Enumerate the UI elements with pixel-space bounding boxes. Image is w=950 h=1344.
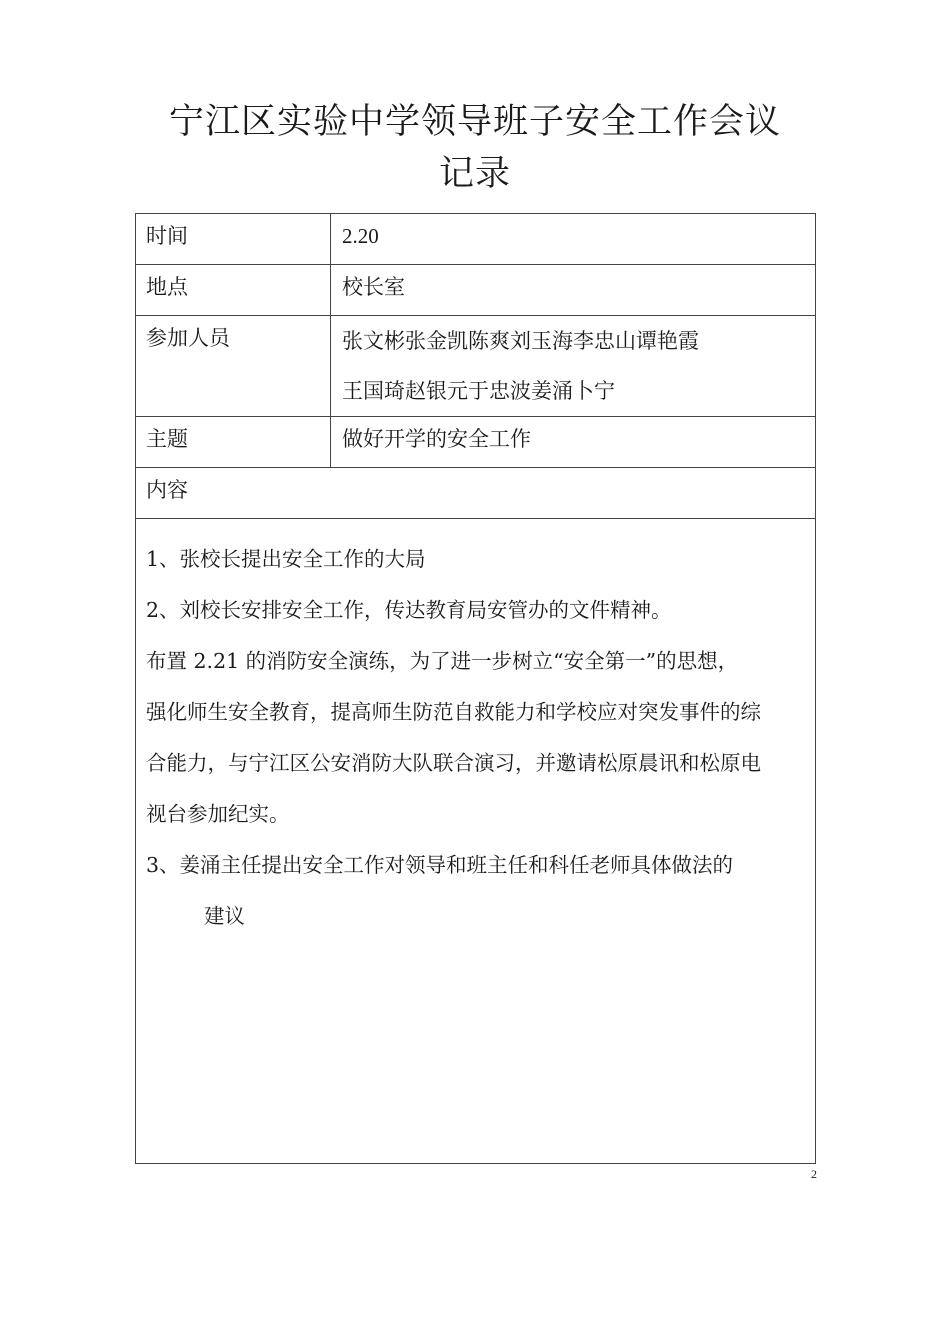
time-row	[136, 214, 815, 265]
topic-label: 主题	[136, 417, 331, 467]
content-body	[136, 519, 815, 942]
content-line: 建议	[204, 904, 245, 928]
meeting-record-table	[135, 213, 816, 1164]
place-row	[136, 265, 815, 316]
content-line: 视台参加纪实。	[146, 802, 290, 826]
content-line: 合能力，与宁江区公安消防大队联合演习，并邀请松原晨讯和松原电	[146, 751, 761, 775]
content-line: 1、张校长提出安全工作的大局	[146, 547, 426, 571]
time-value: 2.20	[342, 224, 379, 248]
content-line: 2、刘校长安排安全工作，传达教育局安管办的文件精神。	[146, 598, 672, 622]
content-header-row	[136, 468, 815, 519]
attendees-label: 参加人员	[136, 316, 331, 416]
topic-row	[136, 417, 815, 468]
attendees-row	[136, 316, 815, 417]
place-label: 地点	[136, 265, 331, 315]
attendees-value	[331, 316, 815, 416]
time-label: 时间	[136, 214, 331, 264]
title-line-2: 记录	[438, 154, 511, 194]
content-line: 强化师生安全教育，提高师生防范自救能力和学校应对突发事件的综	[146, 700, 761, 724]
topic-value: 做好开学的安全工作	[342, 427, 531, 451]
content-line: 布置 2.21 的消防安全演练，为了进一步树立“安全第一”的思想，	[146, 649, 739, 673]
attendees-line-1: 张文彬张金凯陈爽刘玉海李忠山谭艳霞	[342, 329, 699, 353]
place-value: 校长室	[342, 275, 405, 299]
attendees-line-2: 王国琦赵银元于忠波姜涌卜宁	[342, 379, 615, 403]
content-line: 3、姜涌主任提出安全工作对领导和班主任和科任老师具体做法的	[146, 853, 734, 877]
content-label: 内容	[146, 478, 188, 502]
page-number: 2	[811, 1167, 817, 1181]
title-line-1: 宁江区实验中学领导班子安全工作会议	[168, 102, 781, 142]
document-title	[0, 96, 950, 200]
